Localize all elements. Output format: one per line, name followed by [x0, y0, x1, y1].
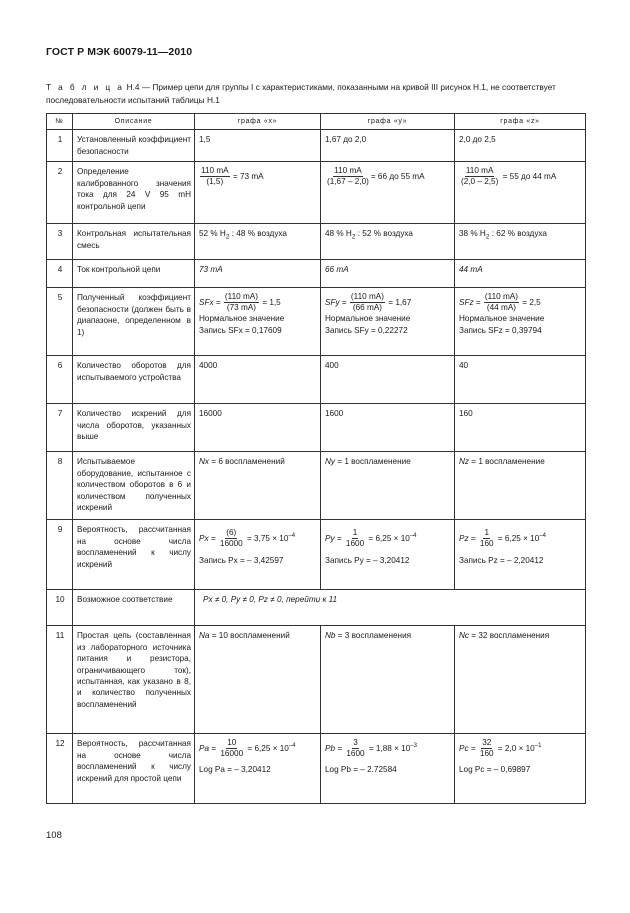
table-row — [47, 452, 586, 520]
row-description: Количество оборотов для испытываемого устройства — [73, 356, 195, 404]
cell-z: Pc = $\frac{32}{160}$ = $2,0 \times 10^{-1}$ Log Pc = – 0,69897 — [455, 734, 586, 804]
row-description: Испытываемое оборудование, испытанное с количеством оборотов в 6 и количеством полученных искрений — [73, 452, 195, 520]
cell-z: 44 mA — [455, 260, 586, 288]
table-row — [47, 626, 586, 734]
table-row — [47, 520, 586, 590]
cell-x: 52 % $H_2$ : 48 % воздуха — [195, 224, 321, 260]
cell-z: 40 — [455, 356, 586, 404]
page-number: 108 — [46, 830, 62, 841]
cell-x: 4000 — [195, 356, 321, 404]
row-description: Количество искрений для числа оборотов, указанных выше — [73, 404, 195, 452]
cell-y: 1600 — [321, 404, 455, 452]
cell-x: Nx = 6 воспламенений — [195, 452, 321, 520]
cell-x: 16000 — [195, 404, 321, 452]
table-row — [47, 288, 586, 356]
table-row — [47, 404, 586, 452]
table-row — [47, 734, 586, 804]
caption-prefix: Т а б л и ц а — [46, 82, 125, 92]
cell-z: Pz = $\frac{1}{160}$ = $6,25 \times 10^{-4}$ Запись Pz = – 2,20412 — [455, 520, 586, 590]
fraction: $\frac{(110 mA)}{(73 mA)}$ — [224, 292, 258, 313]
cell-z: 38 % $H_2$ : 62 % воздуха — [455, 224, 586, 260]
table-row — [47, 356, 586, 404]
fraction: $\frac{32}{160}$ — [479, 738, 494, 759]
row-description: Контрольная испытательная смесь — [73, 224, 195, 260]
row-number: 10 — [47, 590, 73, 626]
row-description: Установленный коэффициент безопасности — [73, 130, 195, 162]
document-header: ГОСТ Р МЭК 60079-11—2010 — [46, 46, 193, 58]
fraction: $\frac{110 mA}{(2,0 - 2,5)}$ — [461, 166, 499, 187]
row-description: Возможное соответствие — [73, 590, 195, 626]
fraction: $\frac{10}{16000}$ — [220, 738, 244, 759]
table-caption — [46, 81, 586, 106]
fraction: $\frac{(110 mA)}{(66 mA)}$ — [350, 292, 384, 313]
row-number: 12 — [47, 734, 73, 804]
cell-y: Nb = 3 воспламенения — [321, 626, 455, 734]
cell-x: Na = 10 воспламенений — [195, 626, 321, 734]
cell-y: 48 % $H_2$ : 52 % воздуха — [321, 224, 455, 260]
row-number: 11 — [47, 626, 73, 734]
row-number: 2 — [47, 162, 73, 224]
row-number: 9 — [47, 520, 73, 590]
row-description: Определение калиброванного значения тока для 24 V 95 mH контрольной цепи — [73, 162, 195, 224]
cell-z: $\frac{110 mA}{(2,0 - 2,5)}$ = 55 до 44 mA — [455, 162, 586, 224]
fraction: $\frac{1}{160}$ — [479, 528, 494, 549]
row-number: 4 — [47, 260, 73, 288]
header-number: № — [47, 114, 73, 130]
table-row — [47, 590, 586, 626]
cell-x: Pa = $\frac{10}{16000}$ = $6,25 \times 10^{-4}$ Log Pa = – 3,20412 — [195, 734, 321, 804]
fraction: $\frac{(110 mA)}{(44 mA)}$ — [484, 292, 518, 313]
row-number: 8 — [47, 452, 73, 520]
row-number: 1 — [47, 130, 73, 162]
cell-y: Py = $\frac{1}{1600}$ = $6,25 \times 10^{-4}$ Запись Py = – 3,20412 — [321, 520, 455, 590]
cell-z: 2,0 до 2,5 — [455, 130, 586, 162]
table-row — [47, 130, 586, 162]
fraction: $\frac{(6)}{16000}$ — [219, 528, 243, 549]
cell-z: Nz = 1 воспламенение — [455, 452, 586, 520]
cell-y: Ny = 1 воспламенение — [321, 452, 455, 520]
cell-x: Px = $\frac{(6)}{16000}$ = $3,75 \times 10^{-4}$ Запись Px = – 3,42597 — [195, 520, 321, 590]
table-header-row — [47, 114, 586, 130]
row-number: 5 — [47, 288, 73, 356]
table-row — [47, 162, 586, 224]
cell-z: SFz = $\frac{(110 mA)}{(44 mA)}$ = 2,5 Нормальное значение Запись SFz = 0,39794 — [455, 288, 586, 356]
fraction: $\frac{110 mA}{(1,67 - 2,0)}$ — [327, 166, 369, 187]
cell-y: SFy = $\frac{(110 mA)}{(66 mA)}$ = 1,67 Нормальное значение Запись SFy = 0,22272 — [321, 288, 455, 356]
row-description: Вероятность, рассчитанная на основе числа воспламенений к числу искрений для простой цепи — [73, 734, 195, 804]
fraction: $\frac{3}{1600}$ — [346, 738, 365, 759]
row-number: 7 — [47, 404, 73, 452]
cell-y: 66 mA — [321, 260, 455, 288]
fraction: $\frac{110 mA}{(1,5)}$ — [201, 166, 229, 187]
cell-z: 160 — [455, 404, 586, 452]
cell-x: $\frac{110 mA}{(1,5)}$ = 73 mA — [195, 162, 321, 224]
cell-x: 73 mA — [195, 260, 321, 288]
row-description: Вероятность, рассчитанная на основе числа воспламенений к числу искрений — [73, 520, 195, 590]
header-column-y: графа «у» — [321, 114, 455, 130]
table-row — [47, 260, 586, 288]
cell-z: Nc = 32 воспламенения — [455, 626, 586, 734]
fraction: $\frac{1}{1600}$ — [345, 528, 365, 549]
ignition-test-table — [46, 113, 586, 804]
table-row — [47, 224, 586, 260]
row-description: Ток контрольной цепи — [73, 260, 195, 288]
header-column-z: графа «z» — [455, 114, 586, 130]
header-description: Описание — [73, 114, 195, 130]
cell-x: 1,5 — [195, 130, 321, 162]
header-column-x: графа «х» — [195, 114, 321, 130]
row-number: 6 — [47, 356, 73, 404]
row-description: Простая цепь (составленная из лабораторного источника питания и резистора, ограничивающего ток), испытанная, как указано в 8, и количество полученных воспламенений — [73, 626, 195, 734]
row-description: Полученный коэффициент безопасности (должен быть в диапазоне, определенном в 1) — [73, 288, 195, 356]
cell-y: $\frac{110 mA}{(1,67 - 2,0)}$ = 66 до 55 mA — [321, 162, 455, 224]
row-number: 3 — [47, 224, 73, 260]
caption-text: Н.4 — Пример цепи для группы I с характеристиками, показанными на кривой III рисунок Н.1, не соответствует последовательности испытаний таблицы Н.1 — [46, 82, 556, 105]
cell-x: SFx = $\frac{(110 mA)}{(73 mA)}$ = 1,5 Нормальное значение Запись SFx = 0,17609 — [195, 288, 321, 356]
merged-cell: Px ≠ 0, Py ≠ 0, Pz ≠ 0, перейти к 11 — [195, 590, 586, 626]
cell-y: 1,67 до 2,0 — [321, 130, 455, 162]
cell-y: Pb = $\frac{3}{1600}$ = $1,88 \times 10^{-3}$ Log Pb = – 2.72584 — [321, 734, 455, 804]
cell-y: 400 — [321, 356, 455, 404]
